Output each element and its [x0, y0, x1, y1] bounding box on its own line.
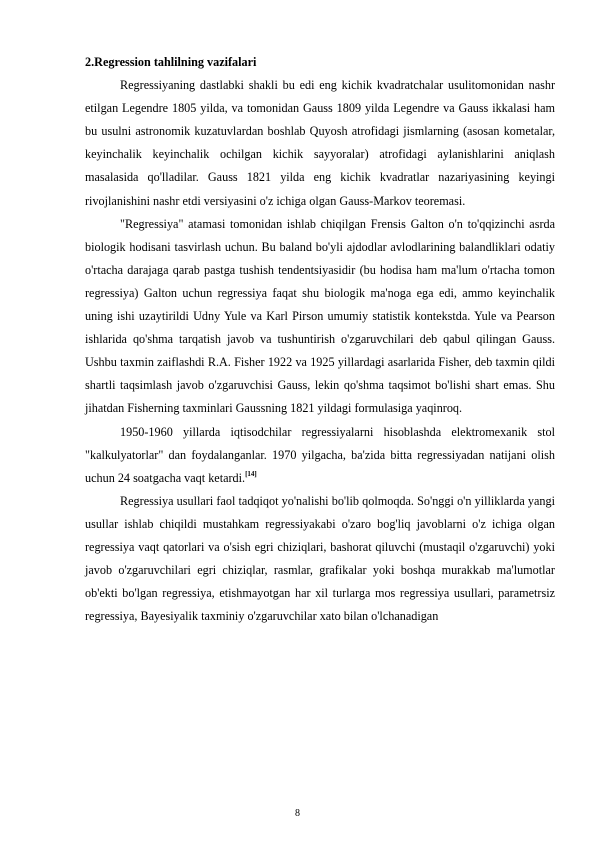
- paragraph-2-text: "Regressiya" atamasi tomonidan ishlab chiqilgan Frensis Galton o'n to'qqizinchi asrda biologik hodisani tasvirlash uchun. Bu baland bo'yli ajdodlar avlodlarining balandliklari odatiy o'rtacha darajaga qarab pastga tushish tendentsiyasidir (bu hodisa ham ma'lum o'rtacha tomon regressiya) Galton uchun regressiya faqat shu biologik ma'noga ega edi, ammo keyinchalik uning ishi uzaytirildi Udny Yule va Karl Pirson umumiy statistik kontekstda. Yule va Pearson ishlarida qo'shma tarqatish javob va tushuntirish o'zgaruvchilari deb qabul qilingan Gauss. Ushbu taxmin zaiflashdi R.A. Fisher 1922 va 1925 yillardagi asarlarida Fisher, deb taxmin qildi shartli taqsimlash javob o'zgaruvchisi Gauss, lekin qo'shma taqsimot bo'lishi shart emas. Shu jihatdan Fisherning taxminlari Gaussning 1821 yildagi formulasiga yaqinroq.: [85, 216, 555, 416]
- citation-ref: [14]: [245, 469, 257, 478]
- paragraph-1: [85, 74, 555, 213]
- paragraph-4-text: Regressiya usullari faol tadqiqot yo'nalishi bo'lib qolmoqda. So'nggi o'n yilliklarda yangi usullar ishlab chiqildi mustahkam regressiyakabi o'zaro bog'liq javoblarni o'z ichiga olgan regressiya vaqt qatorlari va o'sish egri chiziqlari, bashorat qiluvchi (mustaqil o'zgaruvchi) yoki javob o'zgaruvchilari egri chiziqlar, rasmlar, grafikalar yoki boshqa murakkab ma'lumotlar ob'ekti bo'lgan regressiya, etishmayotgan har xil turlarga mos regressiya usullari, parametrsiz regressiya, Bayesiyalik taxminiy o'zgaruvchilar xato bilan o'lchanadigan: [85, 493, 555, 624]
- page-number: 8: [295, 808, 300, 819]
- paragraph-3: [85, 421, 555, 490]
- paragraph-3-text: 1950-1960 yillarda iqtisodchilar regressiyalarni hisoblashda elektromexanik stol "kalkulyatorlar" dan foydalanganlar. 1970 yilgacha, ba'zida bitta regressiyadan natijani olish uchun 24 soatgacha vaqt ketardi.: [85, 424, 555, 485]
- section-heading: 2.Regression tahlilning vazifalari: [85, 55, 257, 69]
- paragraph-4: [85, 490, 555, 629]
- paragraph-1-text: Regressiyaning dastlabki shakli bu edi eng kichik kvadratchalar usulitomonidan nashr etilgan Legendre 1805 yilda, va tomonidan Gauss 1809 yilda Legendre va Gauss ikkalasi ham bu usulni astronomik kuzatuvlardan boshlab Quyosh atrofidagi jismlarning (asosan kometalar, keyinchalik keyinchalik ochilgan kichik sayyoralar) atrofidagi aylanishlarini aniqlash masalasida qo'lladilar. Gauss 1821 yilda eng kichik kvadratlar nazariyasining keyingi rivojlanishini nashr etdi versiyasini o'z ichiga olgan Gauss-Markov teoremasi.: [85, 78, 555, 208]
- page-content: [85, 51, 555, 628]
- paragraph-2: [85, 213, 555, 421]
